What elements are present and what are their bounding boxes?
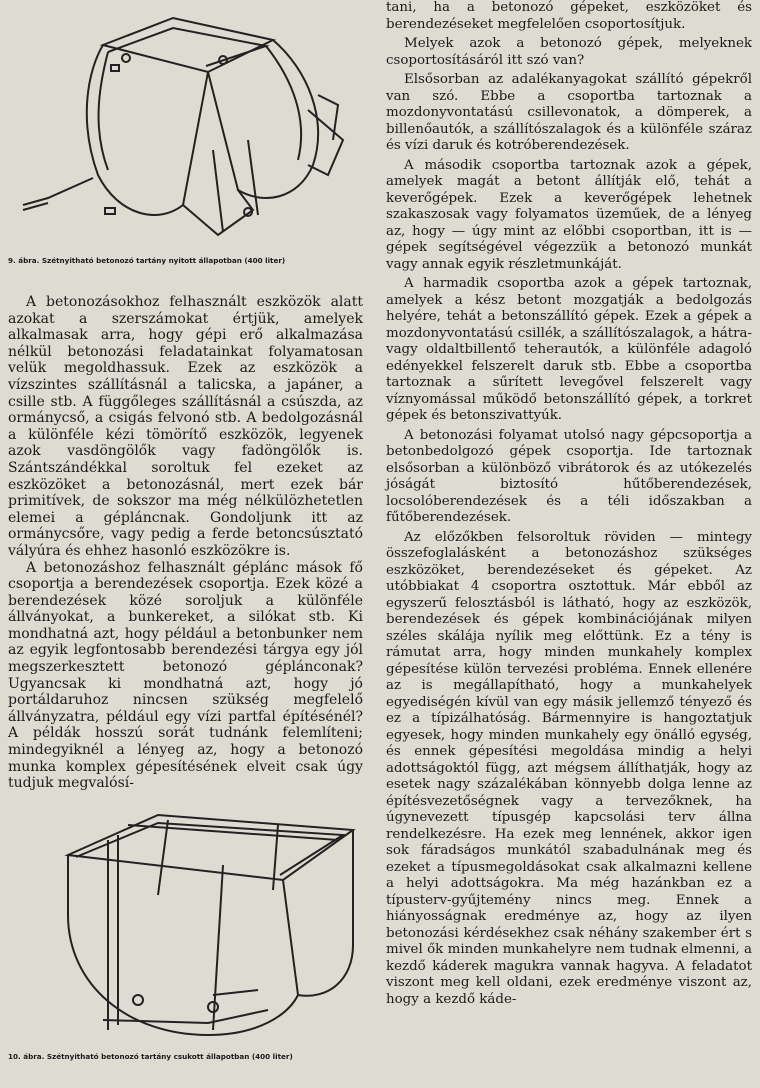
- paragraph: Az előzőkben felsoroltuk röviden — mintegy összefoglalásként a betonozáshoz szükséges eszközöket, berendezéseket és gépeket. Az utóbbiakat 4 csoportra osztottuk. Már ebből az egyszerű felosztásból is látható, hogy az eszközök, berendezések és gépek kombinációjának milyen széles skálája nyílik meg előttünk. Ez a tény is rámutat arra, hogy minden munkahely komplex gépesítése külön tervezési probléma. Ennek ellenére az is megállapítható, hogy a munkahelyek egyediségén kívül van egy másik jellemző tényező és ez a típizálhatóság. Bármennyire is hangoztatjuk egyesek, hogy minden munkahely egy önálló egység, és ennek gépesítési megoldása mindig a helyi adottságoktól függ, azt mégsem állíthatják, hogy az esetek nagy százalékában könnyebb dolga lenne az építésvezetőségnek vagy a tervezőknek, ha úgynevezett típusgép kapcsolási terv állna rendelkezésre. Ha ezek meg lennének, akkor igen sok fáradságos munkától szabadulnának meg és ezeket a típusmegoldásokat csak alkalmazni kellene a helyi adottságokra. Ma még hazánkban ez a típusterv-gyűjtemény nincs meg. Ennek a hiányosságnak eredménye az, hogy az ilyen betonozási kérdésekhez csak néhány szakember ért s mivel ők minden munkahelyre nem tudnak elmenni, a kezdő káderek magukra vannak hagyva. A feladatot viszont meg kell oldani, ezek eredménye viszont az, hogy a kezdő káde-: [386, 529, 752, 1007]
- paragraph: A betonozásokhoz felhasznált eszközök alatt azokat a szerszámokat értjük, amelyek alkalmasak arra, hogy gépi erő alkalmazása nélkül betonozási feladatainkat folyamatosan velük megoldhassuk. Ezek az eszközök a vízszintes szállításnál a talicska, a japáner, a csille stb. A függőleges szállításnál a csúszda, az ormánycső, a csigás felvonó stb. A bedolgozásnál a különféle kézi tömörítő eszközök, legyenek azok vasdöngölők vagy fadöngölők is. Szántszándékkal soroltuk fel ezeket az eszközöket a betonozásnál, mert ezek bár primitívek, de sokszor ma még nélkülözhetetlen elemei a gépláncnak. Gondoljunk itt az ormánycsőre, vagy pedig a ferde betoncsúsztató vályúra és ehhez hasonló eszközökre is.: [8, 294, 363, 559]
- right-body-text: [386, 0, 752, 1008]
- paragraph: A harmadik csoportba azok a gépek tartoznak, amelyek a kész betont mozgatják a bedolgozás helyére, tehát a betonszállító gépek. Ezek a gépek a mozdonyvontatású csillék, a szállítószalagok, a hátra- vagy oldaltbillentő teherautók, a különféle adagoló edényekkel felszerelt daruk stb. Ebbe a csoportba tartoznak a sűrített levegővel felszerelt vagy víznyomással működő betonszállító gépek, a torkret gépek és betonszivattyúk.: [386, 276, 752, 423]
- figure-closed-container: [8, 795, 363, 1050]
- paragraph: A betonozáshoz felhasznált géplánc mások fő csoportja a berendezések csoportja. Ezek közé a berendezések közé soroljuk a különféle állványokat, a bunkereket, a silókat stb. Ki mondhatná azt, hogy például a betonbunker nem az egyik legfontosabb berendezési tárgya egy jól megszerkesztett betonozó géplánconak? Ugyancsak ki mondhatná azt, hogy jó portáldaruhoz nincsen szükség megfelelő állványzatra, például egy vízi partfal építésénél? A példák hosszú sorát tudnánk felemlíteni; mindegyiknél a lényeg az, hogy a betonozó munka komplex gépesítésének elveit csak úgy tudjuk megvalósí-: [8, 559, 363, 792]
- paragraph: A betonozási folyamat utolsó nagy gépcsoportja a betonbedolgozó gépek csoportja. Ide tartoznak elsősorban a különböző vibrátorok és az utókezelés jóságát biztosító hűtőberendezések, locsolóberendezések és a téli időszakban a fűtőberendezések.: [386, 427, 752, 525]
- closed-concrete-container-drawing: [8, 795, 363, 1050]
- right-column: [386, 0, 752, 1088]
- paragraph: Elsősorban az adalékanyagokat szállító gépekről van szó. Ebbe a csoportba tartoznak a mozdonyvontatású csillevonatok, a dömperek, a billenőautók, a szállítószalagok és a különféle száraz és vízi daruk és kotróberendezések.: [386, 72, 752, 153]
- paragraph: Melyek azok a betonozó gépek, melyeknek csoportosításáról itt szó van?: [386, 36, 752, 68]
- figure-2-caption: 10. ábra. Szétnyitható betonozó tartány csukott állapotban (400 liter): [8, 1052, 293, 1061]
- open-concrete-container-drawing: [8, 0, 363, 250]
- left-body-text: [8, 294, 363, 792]
- left-column: [8, 0, 363, 1088]
- paragraph: tani, ha a betonozó gépeket, eszközöket és berendezéseket megfelelően csoportosítjuk.: [386, 0, 752, 32]
- paragraph: A második csoportba tartoznak azok a gépek, amelyek magát a betont állítják elő, tehát a keverőgépek. Ezek a keverőgépek lehetnek szakaszosak vagy folyamatos üzeműek, de a lényeg az, hogy — úgy mint az előbbi csoportban, itt is — gépek segítségével végezzük a betonozó munkát vagy annak egyik részletmunkáját.: [386, 157, 752, 272]
- figure-open-container: [8, 0, 363, 248]
- figure-1-caption: 9. ábra. Szétnyitható betonozó tartány nyitott állapotban (400 liter): [8, 256, 286, 265]
